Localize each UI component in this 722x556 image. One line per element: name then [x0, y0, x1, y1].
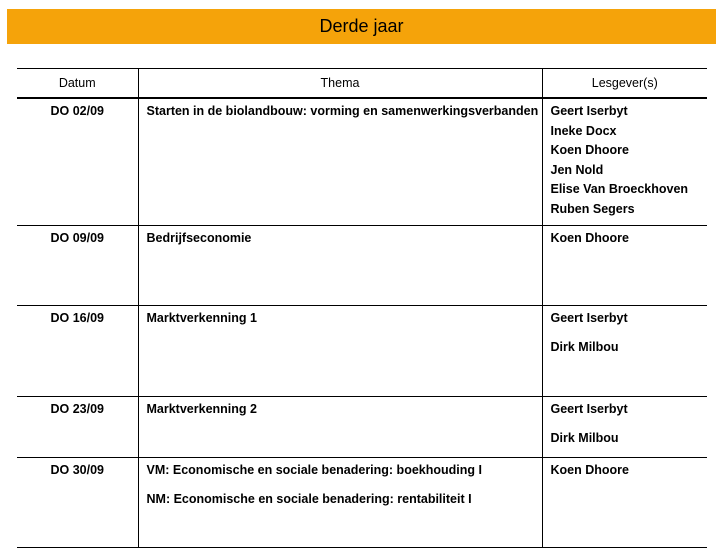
- date-cell: [17, 305, 138, 396]
- teacher: Elise Van Broeckhoven: [550, 182, 689, 196]
- date: DO 09/09: [50, 230, 104, 245]
- teacher: Ruben Segers: [550, 201, 635, 216]
- teachers-cell: [542, 98, 707, 225]
- theme: Marktverkenning 1: [146, 310, 257, 325]
- theme-cell: [138, 305, 542, 396]
- theme-cell: [138, 457, 542, 547]
- page-title: Derde jaar: [319, 16, 404, 36]
- date-cell: [17, 457, 138, 547]
- page-title-banner: [7, 9, 716, 44]
- teacher: Geert Iserbyt: [550, 310, 628, 325]
- teachers-cell: [542, 225, 707, 305]
- teacher: Dirk Milbou: [550, 340, 619, 354]
- table-row: [17, 457, 707, 547]
- table-row: [17, 396, 707, 457]
- theme: Starten in de biolandbouw: vorming en samenwerkingsverbanden: [146, 104, 539, 118]
- column-header-theme: Thema: [138, 69, 542, 99]
- date-cell: [17, 396, 138, 457]
- column-header-teachers: Lesgever(s): [542, 69, 707, 99]
- theme-cell: [138, 98, 542, 225]
- teacher: Geert Iserbyt: [550, 401, 628, 416]
- teachers-cell: [542, 457, 707, 547]
- teacher: Koen Dhoore: [550, 462, 629, 477]
- table-header-row: [17, 69, 707, 99]
- column-header-date: Datum: [17, 69, 138, 99]
- theme-cell: [138, 225, 542, 305]
- teachers-cell: [542, 396, 707, 457]
- table-row: [17, 225, 707, 305]
- theme: Marktverkenning 2: [146, 401, 257, 416]
- teacher: Koen Dhoore: [550, 230, 629, 245]
- teacher: Koen Dhoore: [550, 143, 629, 157]
- teacher: Jen Nold: [550, 162, 604, 177]
- schedule-table: [17, 68, 707, 548]
- date: DO 02/09: [50, 104, 104, 118]
- table-row: [17, 305, 707, 396]
- theme: Bedrijfseconomie: [146, 230, 252, 245]
- teacher: Dirk Milbou: [550, 431, 619, 445]
- teacher: Geert Iserbyt: [550, 104, 628, 118]
- teacher: Ineke Docx: [550, 123, 617, 138]
- date-cell: [17, 98, 138, 225]
- teachers-cell: [542, 305, 707, 396]
- date: DO 30/09: [50, 462, 104, 477]
- table-row: [17, 98, 707, 225]
- date: DO 16/09: [50, 310, 104, 325]
- date-cell: [17, 225, 138, 305]
- theme-cell: [138, 396, 542, 457]
- date: DO 23/09: [50, 401, 104, 416]
- theme: VM: Economische en sociale benadering: boekhouding I: [146, 462, 482, 477]
- theme: NM: Economische en sociale benadering: rentabiliteit I: [146, 492, 472, 506]
